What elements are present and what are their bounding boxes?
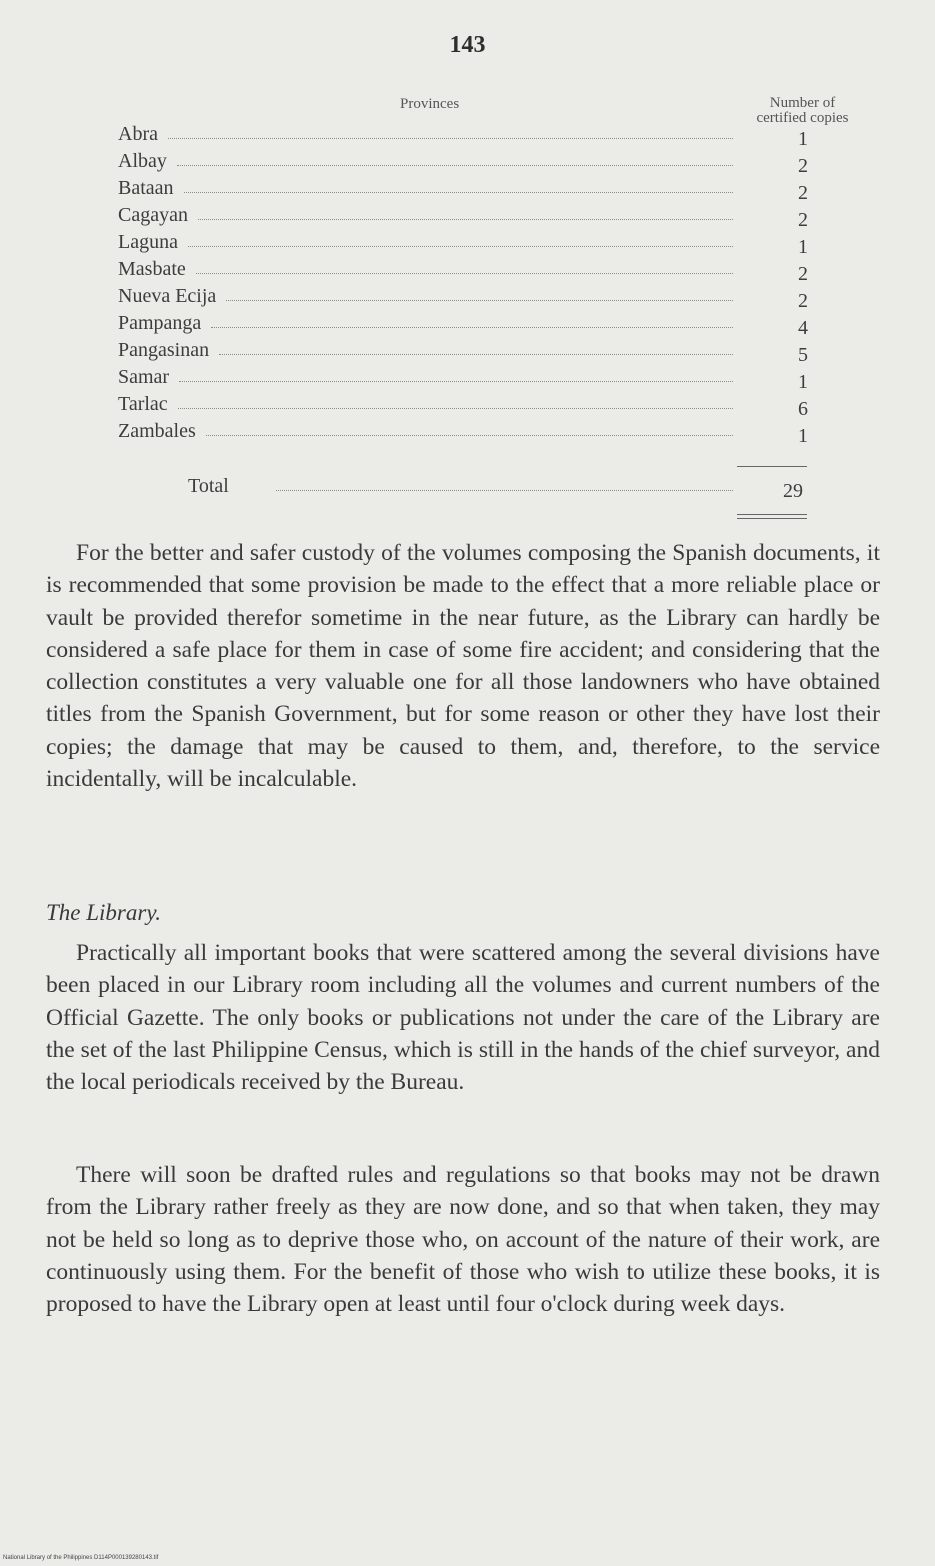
paragraph-library-rules: There will soon be drafted rules and regulations so that books may not be drawn from the Library rather freely as they are now done, and so that when taken, they may not be held so long as to deprive those who, on account of the nature of their work, are continuously using them. For the benefit of those who wish to utilize these books, it is proposed to have the Library open at least until four o'clock during week days. [46, 1162, 880, 1318]
table-row [118, 202, 808, 229]
table-row [118, 121, 808, 148]
total-double-rule-1 [737, 514, 807, 515]
certified-copies-count: 1 [798, 236, 808, 258]
certified-copies-count: 5 [798, 344, 808, 366]
province-name: Tarlac [118, 393, 168, 415]
certified-copies-count: 2 [798, 290, 808, 312]
dot-leader [198, 219, 733, 220]
dot-leader [226, 300, 733, 301]
table-row [118, 229, 808, 256]
dot-leader [211, 327, 733, 328]
paragraph-spanish-documents: For the better and safer custody of the volumes composing the Spanish documents, it is recommended that some provision be made to the effect that a more reliable place or vault be provided therefor sometime in the near future, as the Library can hardly be considered a safe place for them in case of some fire accident; and considering that the collection constitutes a very valuable one for all those landowners who have obtained titles from the Spanish Government, but for some reason or other they have lost their copies; the damage that may be caused to them, and, therefore, to the service incidentally, will be incalculable. [46, 540, 880, 793]
table-row [118, 256, 808, 283]
table-row [118, 283, 808, 310]
certified-copies-count: 1 [798, 425, 808, 447]
province-name: Bataan [118, 177, 174, 199]
certified-copies-count: 2 [798, 155, 808, 177]
total-rule-top [737, 466, 807, 467]
province-name: Samar [118, 366, 170, 388]
certified-copies-count: 2 [798, 263, 808, 285]
table-row [118, 310, 808, 337]
province-name: Pangasinan [118, 339, 210, 361]
certified-copies-count: 1 [798, 371, 808, 393]
paragraph-library-books: Practically all important books that were scattered among the several divisions have been placed in our Library room including all the volumes and current numbers of the Official Gazette. The only books or publications not under the care of the Library are the set of the last Philippine Census, which is still in the hands of the chief surveyor, and the local periodicals received by the Bureau. [46, 940, 880, 1096]
column-header-line-1: Number of [769, 95, 836, 111]
table-row [118, 175, 808, 202]
province-name: Nueva Ecija [118, 285, 217, 307]
total-double-rule-2 [737, 518, 807, 519]
province-name: Masbate [118, 258, 186, 280]
dot-leader [184, 192, 733, 193]
table-row [118, 391, 808, 418]
certified-copies-count: 2 [798, 209, 808, 231]
table-row [118, 148, 808, 175]
province-name: Albay [118, 150, 167, 172]
scan-footer-note: National Library of the Philippines D114P000139280143.tif [3, 1555, 159, 1561]
certified-copies-count: 4 [798, 317, 808, 339]
column-header-provinces: Provinces [400, 96, 460, 112]
dot-leader [219, 354, 733, 355]
page-number: 143 [449, 32, 486, 58]
column-header-line-2: certified copies [756, 110, 849, 126]
certified-copies-count: 1 [798, 128, 808, 150]
dot-leader [178, 408, 733, 409]
total-label: Total [188, 475, 229, 497]
total-dot-leader [276, 490, 733, 491]
dot-leader [188, 246, 733, 247]
province-name: Abra [118, 123, 158, 145]
dot-leader [168, 138, 733, 139]
certified-copies-count: 2 [798, 182, 808, 204]
table-row [118, 418, 808, 445]
section-heading-library: The Library. [46, 900, 162, 925]
total-row [188, 473, 808, 500]
province-name: Pampanga [118, 312, 202, 334]
table-row [118, 337, 808, 364]
province-name: Laguna [118, 231, 178, 253]
certified-copies-count: 6 [798, 398, 808, 420]
table-row [118, 364, 808, 391]
dot-leader [177, 165, 733, 166]
dot-leader [196, 273, 733, 274]
dot-leader [179, 381, 733, 382]
total-value: 29 [783, 480, 803, 502]
province-name: Cagayan [118, 204, 188, 226]
dot-leader [206, 435, 733, 436]
province-name: Zambales [118, 420, 196, 442]
